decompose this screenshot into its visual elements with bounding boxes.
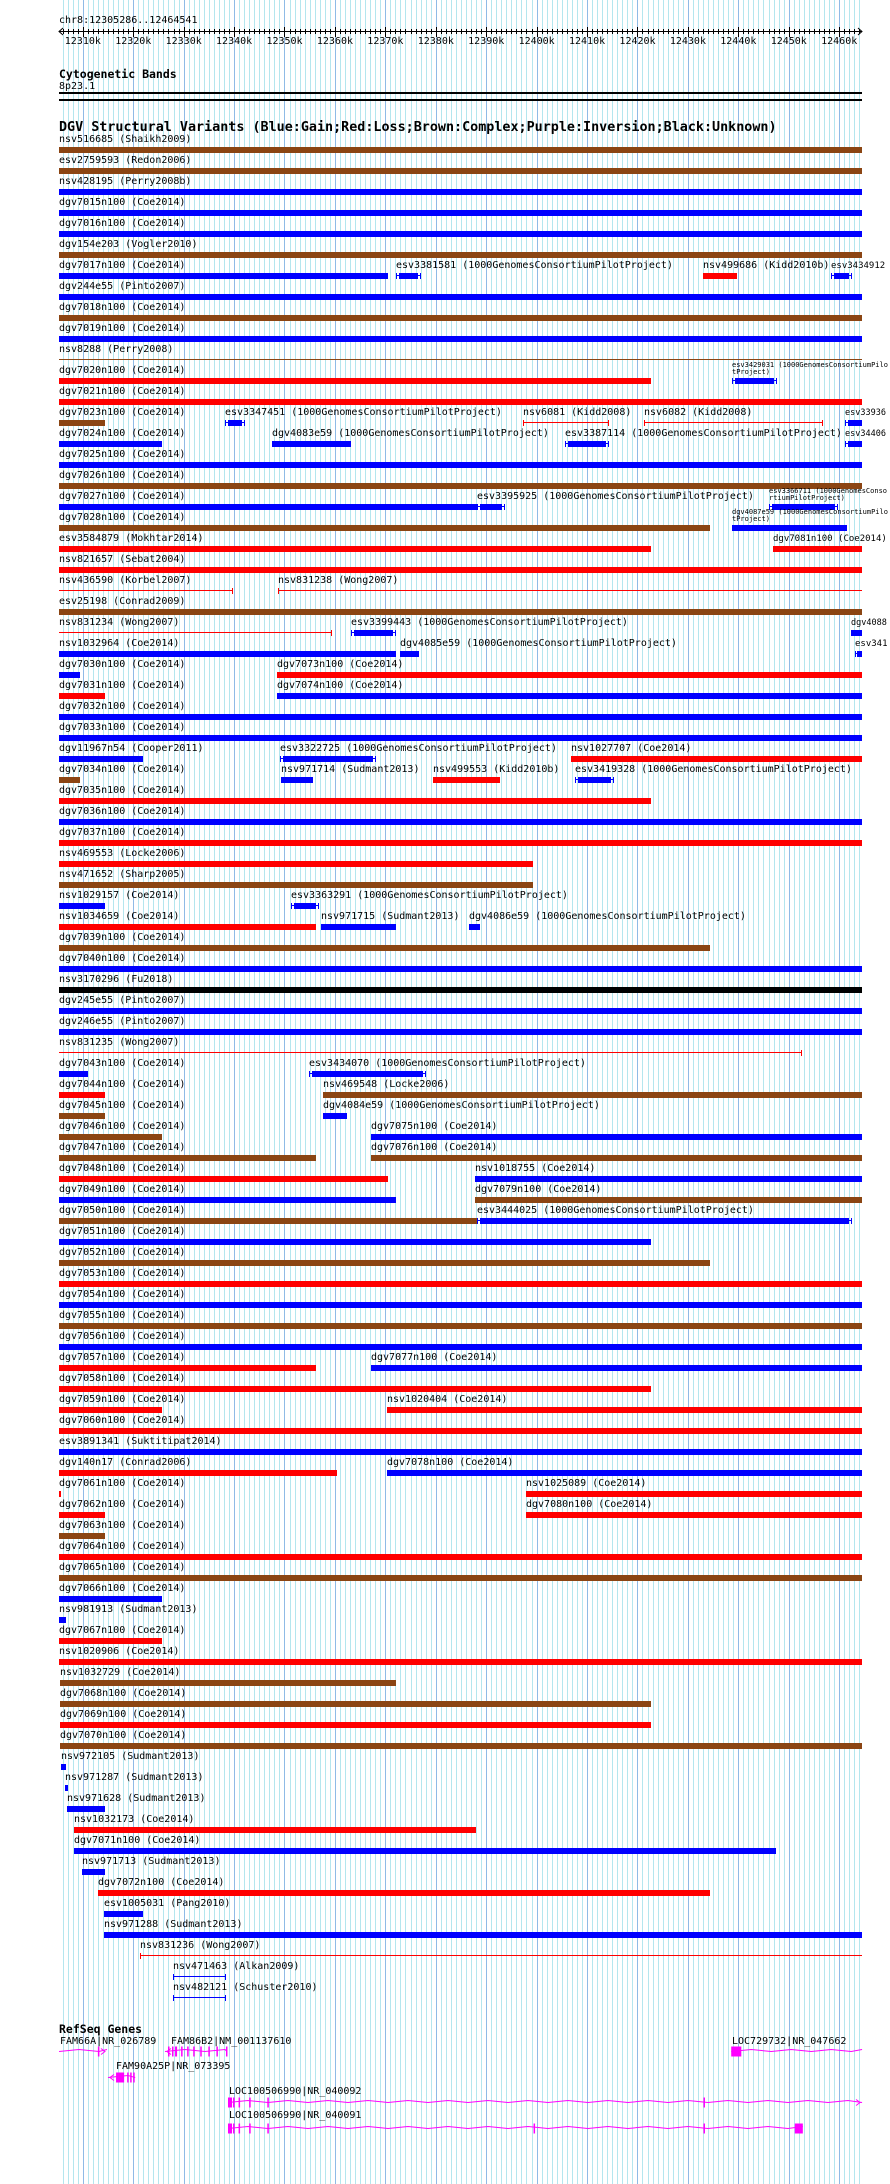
variant-label[interactable]: dgv7077n100 (Coe2014) — [371, 1352, 498, 1363]
variant-label[interactable]: dgv7031n100 (Coe2014) — [59, 680, 186, 691]
variant-label[interactable]: nsv8288 (Perry2008) — [59, 344, 174, 355]
variant-label[interactable]: nsv469553 (Locke2006) — [59, 848, 186, 859]
variant-label[interactable]: esv3434070 (1000GenomesConsortiumPilotProject) — [309, 1058, 586, 1069]
variant-label[interactable]: dgv4088 — [851, 618, 887, 628]
cytoband-track-title[interactable]: Cytogenetic Bands — [59, 67, 177, 81]
variant-label[interactable]: nsv6081 (Kidd2008) — [523, 407, 632, 418]
variant-label[interactable]: dgv7040n100 (Coe2014) — [59, 953, 186, 964]
variant-label[interactable]: esv33936 — [845, 408, 886, 418]
gene-exon — [98, 2047, 100, 2057]
variant-label[interactable]: esv3891341 (Suktitipat2014) — [59, 1436, 222, 1447]
variant-label[interactable]: dgv4085e59 (1000GenomesConsortiumPilotProject) — [400, 638, 677, 649]
gene-intron-line — [731, 2050, 862, 2052]
variant-label[interactable]: nsv981913 (Sudmant2013) — [59, 1604, 198, 1615]
variant-label[interactable]: esv3434912 — [831, 261, 886, 271]
variant-label[interactable]: dgv7026n100 (Coe2014) — [59, 470, 186, 481]
variant-label[interactable]: dgv7053n100 (Coe2014) — [59, 1268, 186, 1279]
variant-label[interactable]: dgv7078n100 (Coe2014) — [387, 1457, 514, 1468]
variant-label[interactable]: dgv7074n100 (Coe2014) — [277, 680, 404, 691]
variant-label[interactable]: dgv7076n100 (Coe2014) — [371, 1142, 498, 1153]
variant-label[interactable]: nsv1029157 (Coe2014) — [59, 890, 180, 901]
variant-label[interactable]: dgv7048n100 (Coe2014) — [59, 1163, 186, 1174]
variant-label[interactable]: nsv1020906 (Coe2014) — [59, 1646, 180, 1657]
variant-label[interactable]: dgv7051n100 (Coe2014) — [59, 1226, 186, 1237]
variant-label[interactable]: dgv7037n100 (Coe2014) — [59, 827, 186, 838]
ruler-tick-label: 12420k — [619, 36, 656, 47]
variant-label[interactable]: dgv7055n100 (Coe2014) — [59, 1310, 186, 1321]
ruler-tick-label: 12340k — [216, 36, 253, 47]
variant-label[interactable]: nsv821657 (Sebat2004) — [59, 554, 186, 565]
gene-exon — [703, 2124, 705, 2134]
variant-label[interactable]: dgv7019n100 (Coe2014) — [59, 323, 186, 334]
gene-label[interactable]: LOC729732|NR_047662 — [732, 2036, 847, 2047]
ruler-tick-label: 12370k — [367, 36, 404, 47]
variant-label[interactable]: dgv7061n100 (Coe2014) — [59, 1478, 186, 1489]
variant-label[interactable]: esv3347451 (1000GenomesConsortiumPilotProject) — [225, 407, 502, 418]
ruler-tick-label: 12330k — [165, 36, 202, 47]
variant-label[interactable]: nsv1018755 (Coe2014) — [475, 1163, 596, 1174]
variant-label[interactable]: dgv7015n100 (Coe2014) — [59, 197, 186, 208]
variant-label[interactable]: nsv471652 (Sharp2005) — [59, 869, 186, 880]
ruler-tick-label: 12430k — [669, 36, 706, 47]
gene-model[interactable] — [59, 2047, 107, 2057]
gene-exon — [267, 2124, 269, 2134]
variant-label[interactable]: dgv7058n100 (Coe2014) — [59, 1373, 186, 1384]
variant-label[interactable]: dgv7016n100 (Coe2014) — [59, 218, 186, 229]
gene-label[interactable]: FAM90A25P|NR_073395 — [116, 2061, 231, 2072]
gene-exon — [534, 2124, 536, 2134]
gene-exon — [703, 2098, 705, 2108]
variant-label[interactable]: dgv7035n100 (Coe2014) — [59, 785, 186, 796]
cytoband-label[interactable]: 8p23.1 — [59, 81, 96, 92]
variant-label[interactable]: nsv1034659 (Coe2014) — [59, 911, 180, 922]
variant-label[interactable]: dgv7054n100 (Coe2014) — [59, 1289, 186, 1300]
variant-label[interactable]: esv341 — [855, 639, 888, 649]
gene-exon — [233, 2124, 235, 2134]
variant-label[interactable]: dgv7063n100 (Coe2014) — [59, 1520, 186, 1531]
gene-model[interactable] — [165, 2047, 228, 2057]
variant-label[interactable]: nsv971715 (Sudmant2013) — [321, 911, 460, 922]
variant-label[interactable]: dgv7020n100 (Coe2014) — [59, 365, 186, 376]
variant-label[interactable]: dgv7027n100 (Coe2014) — [59, 491, 186, 502]
refseq-track-title[interactable]: RefSeq Genes — [59, 2022, 143, 2036]
variant-label[interactable]: esv3444025 (1000GenomesConsortiumPilotProject) — [477, 1205, 754, 1216]
variant-label[interactable]: dgv7064n100 (Coe2014) — [59, 1541, 186, 1552]
variant-label[interactable]: nsv499686 (Kidd2010b) — [703, 260, 830, 271]
gene-label[interactable]: FAM86B2|NM_001137610 — [171, 2036, 292, 2047]
variant-label[interactable]: esv3395925 (1000GenomesConsortiumPilotProject) — [477, 491, 754, 502]
variant-label[interactable]: dgv154e203 (Vogler2010) — [59, 239, 198, 250]
variant-label[interactable]: dgv7025n100 (Coe2014) — [59, 449, 186, 460]
variant-label[interactable]: dgv7073n100 (Coe2014) — [277, 659, 404, 670]
ruler-tick-label: 12400k — [518, 36, 555, 47]
gene-exon — [200, 2047, 202, 2057]
variant-label[interactable]: dgv244e55 (Pinto2007) — [59, 281, 186, 292]
variant-label[interactable]: esv3419328 (1000GenomesConsortiumPilotProject) — [575, 764, 852, 775]
variant-label[interactable]: dgv7070n100 (Coe2014) — [60, 1730, 187, 1741]
gene-label[interactable]: LOC100506990|NR_040092 — [229, 2086, 362, 2097]
variant-label[interactable]: dgv246e55 (Pinto2007) — [59, 1016, 186, 1027]
gene-exon — [130, 2073, 132, 2083]
gene-exon — [228, 2124, 232, 2134]
dgv-track-title[interactable]: DGV Structural Variants (Blue:Gain;Red:Loss;Brown:Complex;Purple:Inversion;Black:Unknown) — [59, 120, 777, 135]
variant-label[interactable]: nsv971713 (Sudmant2013) — [82, 1856, 221, 1867]
variant-label[interactable]: nsv499553 (Kidd2010b) — [433, 764, 560, 775]
variant-label[interactable]: esv3429031 (1000GenomesConsortiumPilotProject) — [732, 361, 888, 376]
variant-label[interactable]: dgv7024n100 (Coe2014) — [59, 428, 186, 439]
ruler-tick-label: 12380k — [417, 36, 454, 47]
variant-label[interactable]: nsv971287 (Sudmant2013) — [65, 1772, 204, 1783]
variant-label[interactable]: dgv7050n100 (Coe2014) — [59, 1205, 186, 1216]
variant-label[interactable]: esv3322725 (1000GenomesConsortiumPilotProject) — [280, 743, 557, 754]
variant-label[interactable]: dgv7018n100 (Coe2014) — [59, 302, 186, 313]
variant-label[interactable]: dgv7060n100 (Coe2014) — [59, 1415, 186, 1426]
gene-model[interactable] — [108, 2073, 135, 2083]
position-label: chr8:12305286..12464541 — [59, 15, 198, 26]
gene-exon — [168, 2047, 170, 2057]
strand-arrow-icon — [101, 2049, 105, 2055]
variant-label[interactable]: dgv7039n100 (Coe2014) — [59, 932, 186, 943]
gene-exon — [127, 2073, 129, 2083]
variant-label[interactable]: dgv4084e59 (1000GenomesConsortiumPilotProject) — [323, 1100, 600, 1111]
variant-label[interactable]: nsv1027707 (Coe2014) — [571, 743, 692, 754]
variant-label[interactable]: esv3363291 (1000GenomesConsortiumPilotProject) — [291, 890, 568, 901]
gene-exon — [193, 2047, 195, 2057]
variant-label[interactable]: dgv4086e59 (1000GenomesConsortiumPilotProject) — [469, 911, 746, 922]
gene-exon — [233, 2098, 235, 2108]
variant-label[interactable]: dgv4083e59 (1000GenomesConsortiumPilotProject) — [272, 428, 549, 439]
ruler-tick-label: 12410k — [569, 36, 606, 47]
variant-label[interactable]: dgv7066n100 (Coe2014) — [59, 1583, 186, 1594]
variant-label[interactable]: dgv7067n100 (Coe2014) — [59, 1625, 186, 1636]
variant-label[interactable]: dgv7021n100 (Coe2014) — [59, 386, 186, 397]
variant-label[interactable]: dgv7047n100 (Coe2014) — [59, 1142, 186, 1153]
variant-label[interactable]: nsv971288 (Sudmant2013) — [104, 1919, 243, 1930]
variant-label[interactable]: dgv7069n100 (Coe2014) — [60, 1709, 187, 1720]
variant-label[interactable]: dgv7030n100 (Coe2014) — [59, 659, 186, 670]
ruler-tick-label: 12310k — [64, 36, 101, 47]
gene-label[interactable]: LOC100506990|NR_040091 — [229, 2110, 362, 2121]
variant-label[interactable]: dgv7062n100 (Coe2014) — [59, 1499, 186, 1510]
variant-label[interactable]: dgv7017n100 (Coe2014) — [59, 260, 186, 271]
gene-model[interactable] — [228, 2098, 862, 2108]
gene-label[interactable]: FAM66A|NR_026789 — [60, 2036, 157, 2047]
variant-label[interactable]: dgv7065n100 (Coe2014) — [59, 1562, 186, 1573]
variant-label[interactable]: esv3584879 (Mokhtar2014) — [59, 533, 204, 544]
variant-label[interactable]: nsv1032173 (Coe2014) — [74, 1814, 195, 1825]
variant-label[interactable]: nsv831235 (Wong2007) — [59, 1037, 180, 1048]
gene-exon — [267, 2098, 269, 2108]
gene-exon — [208, 2047, 210, 2057]
gene-exon — [116, 2073, 124, 2083]
variant-label[interactable]: nsv972105 (Sudmant2013) — [61, 1751, 200, 1762]
variant-label[interactable]: esv3387114 (1000GenomesConsortiumPilotProject) — [565, 428, 842, 439]
gene-exon — [249, 2124, 251, 2134]
variant-label[interactable]: nsv6082 (Kidd2008) — [644, 407, 753, 418]
variant-label[interactable]: dgv7043n100 (Coe2014) — [59, 1058, 186, 1069]
variant-label[interactable]: nsv831234 (Wong2007) — [59, 617, 180, 628]
gene-exon — [239, 2098, 241, 2108]
ruler-tick-label: 12440k — [720, 36, 757, 47]
variant-label[interactable]: nsv1020404 (Coe2014) — [387, 1394, 508, 1405]
ruler-tick-label: 12390k — [468, 36, 505, 47]
gene-exon — [187, 2047, 189, 2057]
ruler-tick-label: 12460k — [821, 36, 858, 47]
variant-label[interactable]: dgv245e55 (Pinto2007) — [59, 995, 186, 1006]
variant-label[interactable]: nsv971714 (Sudmant2013) — [281, 764, 420, 775]
variant-label[interactable]: dgv7081n100 (Coe2014) — [773, 534, 887, 544]
variant-label[interactable]: dgv7045n100 (Coe2014) — [59, 1100, 186, 1111]
variant-label[interactable]: dgv7068n100 (Coe2014) — [60, 1688, 187, 1699]
variant-label[interactable]: dgv11967n54 (Cooper2011) — [59, 743, 204, 754]
variant-label[interactable]: dgv7059n100 (Coe2014) — [59, 1394, 186, 1405]
variant-label[interactable]: dgv140n17 (Conrad2006) — [59, 1457, 192, 1468]
variant-label[interactable]: nsv1025089 (Coe2014) — [526, 1478, 647, 1489]
gene-intron-line — [228, 2127, 803, 2129]
gene-model[interactable] — [731, 2047, 862, 2057]
variant-label[interactable]: dgv7079n100 (Coe2014) — [475, 1184, 602, 1195]
variant-label[interactable]: dgv7075n100 (Coe2014) — [371, 1121, 498, 1132]
variant-label[interactable]: dgv7023n100 (Coe2014) — [59, 407, 186, 418]
variant-label[interactable]: dgv7034n100 (Coe2014) — [59, 764, 186, 775]
variant-label[interactable]: esv3366711 (1000GenomesConsortiumPilotProject) — [769, 487, 888, 502]
ruler-tick-label: 12350k — [266, 36, 303, 47]
variant-label[interactable]: nsv516685 (Shaikh2009) — [59, 134, 192, 145]
variant-label[interactable]: nsv1032964 (Coe2014) — [59, 638, 180, 649]
variant-label[interactable]: dgv7080n100 (Coe2014) — [526, 1499, 653, 1510]
gene-model[interactable] — [228, 2124, 803, 2134]
gene-exon — [133, 2073, 135, 2083]
gene-exon — [216, 2047, 218, 2057]
variant-label[interactable]: nsv3170296 (Fu2018) — [59, 974, 174, 985]
variant-label[interactable]: dgv7036n100 (Coe2014) — [59, 806, 186, 817]
variant-label[interactable]: dgv7033n100 (Coe2014) — [59, 722, 186, 733]
variant-label[interactable]: esv25198 (Conrad2009) — [59, 596, 186, 607]
ruler-tick-label: 12360k — [316, 36, 353, 47]
gene-exon — [226, 2047, 228, 2057]
gene-intron-line — [228, 2101, 862, 2103]
variant-label[interactable]: esv3381581 (1000GenomesConsortiumPilotProject) — [396, 260, 673, 271]
variant-label[interactable]: dgv7028n100 (Coe2014) — [59, 512, 186, 523]
gene-exon — [172, 2047, 174, 2057]
variant-label[interactable]: dgv7056n100 (Coe2014) — [59, 1331, 186, 1342]
gene-exon — [239, 2124, 241, 2134]
variant-label[interactable]: nsv831238 (Wong2007) — [278, 575, 399, 586]
strand-arrow-icon — [856, 2100, 860, 2106]
variant-label[interactable]: esv34406 — [845, 429, 886, 439]
variant-label[interactable]: esv1005031 (Pang2010) — [104, 1898, 231, 1909]
variant-label[interactable]: nsv971628 (Sudmant2013) — [67, 1793, 206, 1804]
gene-exon — [175, 2047, 177, 2057]
ruler-tick-label: 12320k — [115, 36, 152, 47]
variant-label[interactable]: nsv428195 (Perry2008b) — [59, 176, 192, 187]
gene-exon — [228, 2098, 232, 2108]
variant-label[interactable]: dgv7046n100 (Coe2014) — [59, 1121, 186, 1132]
variant-label[interactable]: dgv7032n100 (Coe2014) — [59, 701, 186, 712]
gene-exon — [249, 2098, 251, 2108]
variant-label[interactable]: nsv436590 (Korbel2007) — [59, 575, 192, 586]
variant-label[interactable]: dgv7049n100 (Coe2014) — [59, 1184, 186, 1195]
variant-label[interactable]: dgv7072n100 (Coe2014) — [98, 1877, 225, 1888]
variant-label[interactable]: esv3399443 (1000GenomesConsortiumPilotProject) — [351, 617, 628, 628]
variant-label[interactable]: dgv7052n100 (Coe2014) — [59, 1247, 186, 1258]
variant-label[interactable]: dgv7071n100 (Coe2014) — [74, 1835, 201, 1846]
variant-label[interactable]: nsv1032729 (Coe2014) — [60, 1667, 181, 1678]
variant-label[interactable]: dgv7044n100 (Coe2014) — [59, 1079, 186, 1090]
gene-exon — [181, 2047, 183, 2057]
variant-label[interactable]: nsv831236 (Wong2007) — [140, 1940, 261, 1951]
variant-label[interactable]: nsv471463 (Alkan2009) — [173, 1961, 300, 1972]
variant-label[interactable]: nsv482121 (Schuster2010) — [173, 1982, 318, 1993]
gene-exon — [731, 2047, 741, 2057]
ruler-tick-label: 12450k — [770, 36, 807, 47]
variant-label[interactable]: esv2759593 (Redon2006) — [59, 155, 192, 166]
variant-label[interactable]: dgv4087e59 (1000GenomesConsortiumPilotProject) — [732, 508, 888, 523]
gene-intron-line — [59, 2050, 107, 2052]
variant-label[interactable]: nsv469548 (Locke2006) — [323, 1079, 450, 1090]
variant-label[interactable]: dgv7057n100 (Coe2014) — [59, 1352, 186, 1363]
